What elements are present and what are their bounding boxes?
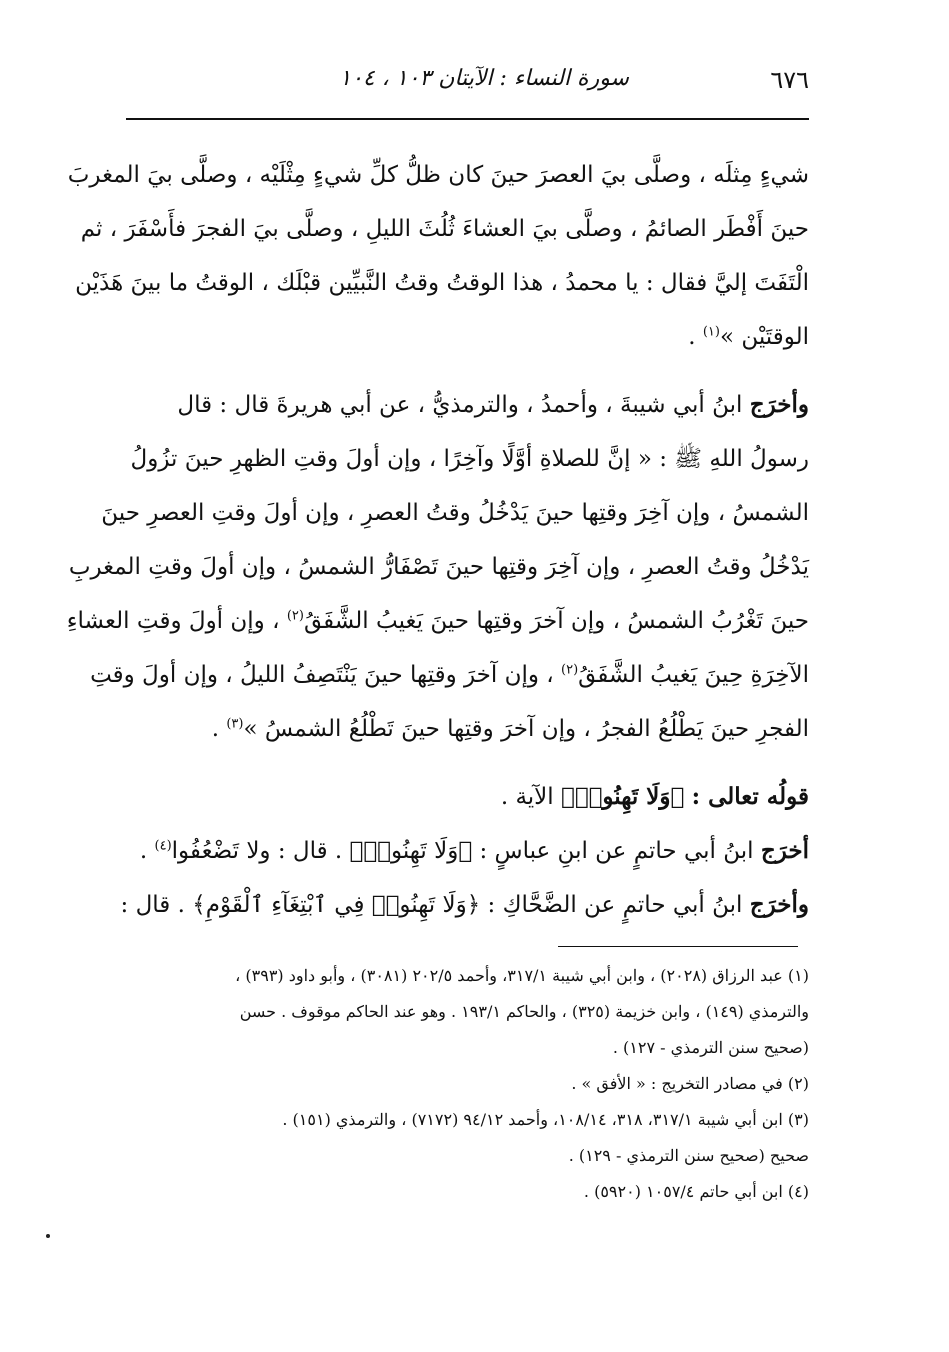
footnote-line: (٤) ابن أبي حاتم ١٠٥٧/٤ (٥٩٢٠) . <box>583 1182 809 1201</box>
text-line <box>66 594 809 648</box>
lead-word: أخرَج <box>760 837 809 864</box>
text-line: الشمسُ ، وإن آخِرَ وقتِها حينَ يَدْخُلُ وقتُ العصرِ ، وإن أولَ وقتِ العصرِ حينَ <box>101 500 809 526</box>
footnote-line: (صحيح سنن الترمذي - ١٢٧) . <box>612 1038 809 1057</box>
text-line: شيءٍ مِثلَه ، وصلَّى بيَ العصرَ حينَ كان ظلُّ كلِّ شيءٍ مِثْلَيْه ، وصلَّى بيَ المغربَ <box>67 162 809 188</box>
footnote-ref: (٢) <box>561 662 579 678</box>
text-line: رسولُ اللهِ ﷺ : « إنَّ للصلاةِ أوَّلًا وآخِرًا ، وإن أولَ وقتِ الظهرِ حينَ تزُولُ <box>130 446 809 472</box>
report-2 <box>118 878 809 932</box>
text-fragment: ابنُ أبي حاتمٍ عن الضَّحَّاكِ : ﴿وَلَا تَهِنُوا۟ فِي ٱبْتِغَآءِ ٱلْقَوْمِ﴾ . قال : <box>120 892 743 918</box>
page-number: ٦٧٦ <box>770 66 809 94</box>
text-fragment: الفجرِ حينَ يَطْلُعُ الفجرُ ، وإن آخرَ وقتِها حينَ تَطْلُعُ الشمسُ » <box>243 716 809 742</box>
text-fragment: حينَ تَغْرُبُ الشمسُ ، وإن آخرَ وقتِها حينَ يَغيبُ الشَّفَقُ <box>303 608 809 634</box>
footnotes <box>118 958 809 1210</box>
report-1 <box>118 824 809 878</box>
footnote-line: والترمذي (١٤٩) ، وابن خزيمة (٣٢٥) ، والحاكم ١٩٣/١ . وهو عند الحاكم موقوف . حسن <box>239 1002 809 1021</box>
text-line <box>118 378 809 432</box>
footnote-ref: (٣) <box>226 716 244 732</box>
text-fragment: الآخِرَةِ حِينَ يَغيبُ الشَّفَقُ <box>578 662 809 688</box>
text-line: أخرَج ابنُ أبي حاتمٍ عن ابنِ عباسٍ : ﴿وَلَا تَهِنُوا۟﴾ . قال : ولا تَضْعُفُوا$^{(٤)}$ . <box>139 837 809 864</box>
lead-word: وأخرَج <box>749 391 809 418</box>
quran-verse: ﴿وَلَا تَهِنُوا۟﴾ <box>561 783 685 810</box>
text-line: الْتَفَتَ إليَّ فقال : يا محمدُ ، هذا الوقتُ وقتُ النَّبيِّين قبْلَك ، الوقتُ ما بينَ هَذَيْن <box>75 270 809 296</box>
running-title: سورة النساء : الآيتان ١٠٣ ، ١٠٤ <box>339 66 629 91</box>
paragraph-1 <box>67 148 809 364</box>
heading-lead: قولُه تعالى : <box>691 783 809 810</box>
text-line: حينَ أَفْطَر الصائمُ ، وصلَّى بيَ العشاءَ ثُلُثَ الليلِ ، وصلَّى بيَ الفجرَ فأَسْفَرَ ، ثم <box>80 216 809 242</box>
text-line <box>90 648 809 702</box>
verse-heading <box>118 770 809 824</box>
text-fragment: ابنُ أبي حاتمٍ عن ابنِ عباسٍ : ﴿وَلَا تَهِنُوا۟﴾ . قال : ولا تَضْعُفُوا <box>171 838 754 864</box>
text-line: الفجرِ حينَ يَطْلُعُ الفجرُ ، وإن آخرَ وقتِها حينَ تَطْلُعُ الشمسُ »$^{(٣)}$ . <box>211 716 809 742</box>
footnote-ref: (١) <box>702 324 720 340</box>
footnote-line: (٢) في مصادر التخريج : « الأفق » . <box>571 1074 809 1093</box>
footnote-ref: (٢) <box>286 608 304 624</box>
footnote-rule <box>558 946 798 947</box>
text-line: الوقتَيْن »$^{(١)}$ . <box>688 324 809 350</box>
page-speck <box>46 1234 50 1238</box>
main-text <box>66 148 809 932</box>
footnote-ref: (٤) <box>154 838 172 854</box>
text-fragment: ابنُ أبي شيبةَ ، وأحمدُ ، والترمذيُّ ، عن أبي هريرةَ قال : قال <box>177 392 743 418</box>
text-fragment: ، وإن آخرَ وقتِها حينَ يَنْتَصِفُ الليلُ ، وإن أولَ وقتِ <box>90 662 554 688</box>
footnote-line: (١) عبد الرزاق (٢٠٢٨) ، وابن أبي شيبة ٣١٧/١، وأحمد ٢٠٢/٥ (٣٠٨١) ، وأبو داود (٣٩٣) ، <box>235 966 809 985</box>
text-line: يَدْخُلُ وقتُ العصرِ ، وإن آخِرَ وقتِها حينَ تَصْفَارُّ الشمسُ ، وإن أولَ وقتِ المغربِ <box>68 554 809 580</box>
text-fragment: ، وإن أولَ وقتِ العشاءِ <box>66 608 280 634</box>
heading-tail: الآية . <box>500 784 554 810</box>
page-header <box>126 66 809 106</box>
footnote-line: صحيح (صحيح سنن الترمذي - ١٢٩) . <box>568 1146 809 1165</box>
header-rule <box>126 118 809 120</box>
paragraph-2 <box>66 378 809 756</box>
text-line <box>118 770 809 824</box>
lead-word: وأخرَج <box>749 891 809 918</box>
text-line <box>118 878 809 932</box>
footnote-line: (٣) ابن أبي شيبة ٣١٧/١، ٣١٨، ١٠٨/١٤، وأحمد ٩٤/١٢ (٧١٧٢) ، والترمذي (١٥١) . <box>282 1110 809 1129</box>
text-fragment: الوقتَيْن » <box>719 324 809 350</box>
